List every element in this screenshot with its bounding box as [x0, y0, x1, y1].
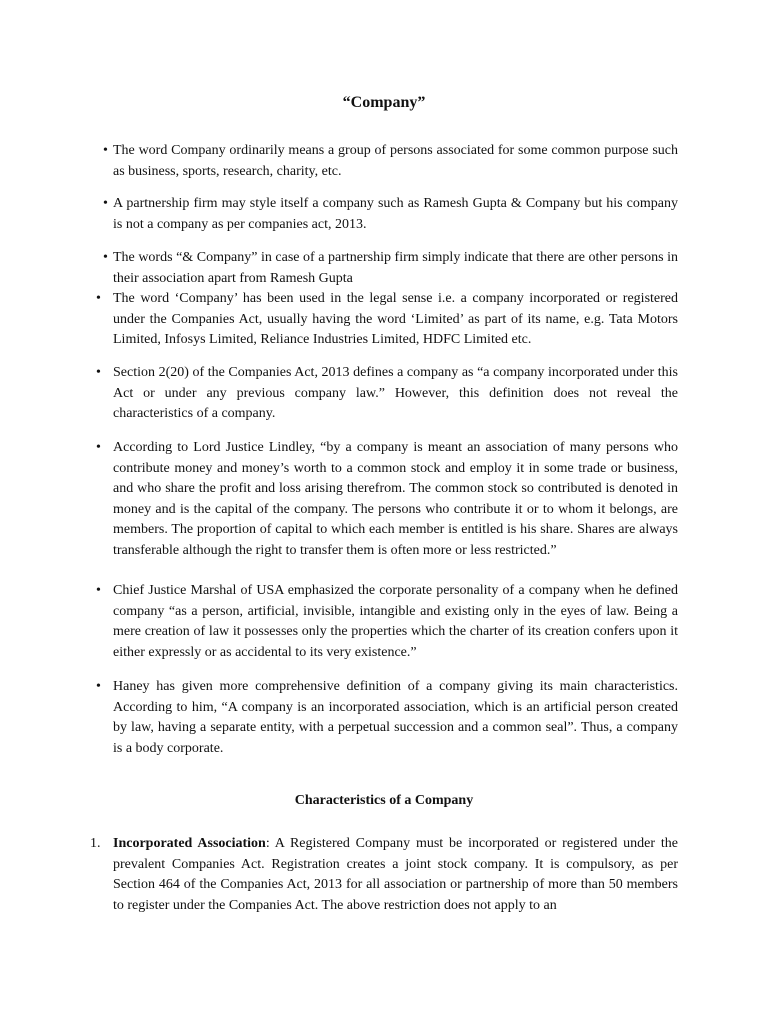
bullet-marker: • [96, 291, 101, 306]
bullet-paragraph-2: A partnership firm may style itself a company such as Ramesh Gupta & Company but his company is not a company as per companies act, 2013. [113, 196, 678, 232]
bullet-paragraph-6: According to Lord Justice Lindley, “by a company is meant an association of many persons who contribute money and money’s worth to a common stock and employ it in some trade or business, and who share the profit and loss arising therefrom. The common stock so contributed is denoted in money and is the capital of the company. The persons who contribute it or to whom it belongs, are members. The proportion of capital to which each member is entitled is his share. Shares are always transferable although the right to transfer them is often more or less restricted.” [113, 440, 678, 558]
bullet-marker: • [96, 679, 101, 694]
bullet-marker: • [96, 583, 101, 598]
document-title: “Company” [342, 94, 426, 111]
characteristic-text: : A Registered Company must be incorporated or registered under the prevalent Companies Act. Registration creates a joint stock company. It is compulsory, as per Section 464 of the Companies Act, 2013 for all association or partnership of more than 50 members to register under the Companies Act. The above restriction does not apply to an [113, 836, 678, 913]
list-number: 1. [90, 836, 101, 851]
characteristic-term: Incorporated Association [113, 836, 266, 851]
bullet-paragraph-4: The word ‘Company’ has been used in the legal sense i.e. a company incorporated or registered under the Companies Act, usually having the word ‘Limited’ as part of its name, e.g. Tata Motors Limited, Infosys Limited, Reliance Industries Limited, HDFC Limited etc. [113, 291, 678, 347]
bullet-paragraph-3: The words “& Company” in case of a partnership firm simply indicate that there are other persons in their association apart from Ramesh Gupta [113, 250, 678, 286]
characteristic-item-1 [113, 834, 678, 916]
bullet-paragraph-7: Chief Justice Marshal of USA emphasized the corporate personality of a company when he defined company “as a person, artificial, invisible, intangible and existing only in the eyes of law. Being a mere creation of law it possesses only the properties which the charter of its creation confers upon it either expressly or as accidental to its very existence.” [113, 583, 678, 660]
characteristics-heading: Characteristics of a Company [294, 793, 474, 808]
bullet-marker: • [103, 143, 108, 158]
bullet-marker: • [96, 440, 101, 455]
bullet-paragraph-8: Haney has given more comprehensive definition of a company giving its main characteristics. According to him, “A company is an incorporated association, which is an artificial person created by law, having a separate entity, with a perpetual succession and a common seal”. Thus, a company is a body corporate. [113, 679, 678, 756]
bullet-marker: • [96, 365, 101, 380]
bullet-marker: • [103, 196, 108, 211]
bullet-paragraph-5: Section 2(20) of the Companies Act, 2013 defines a company as “a company incorporated under this Act or under any previous company law.” However, this definition does not reveal the characteristics of a company. [113, 365, 678, 421]
bullet-paragraph-1: The word Company ordinarily means a group of persons associated for some common purpose such as business, sports, research, charity, etc. [113, 143, 678, 179]
bullet-marker: • [103, 250, 108, 265]
